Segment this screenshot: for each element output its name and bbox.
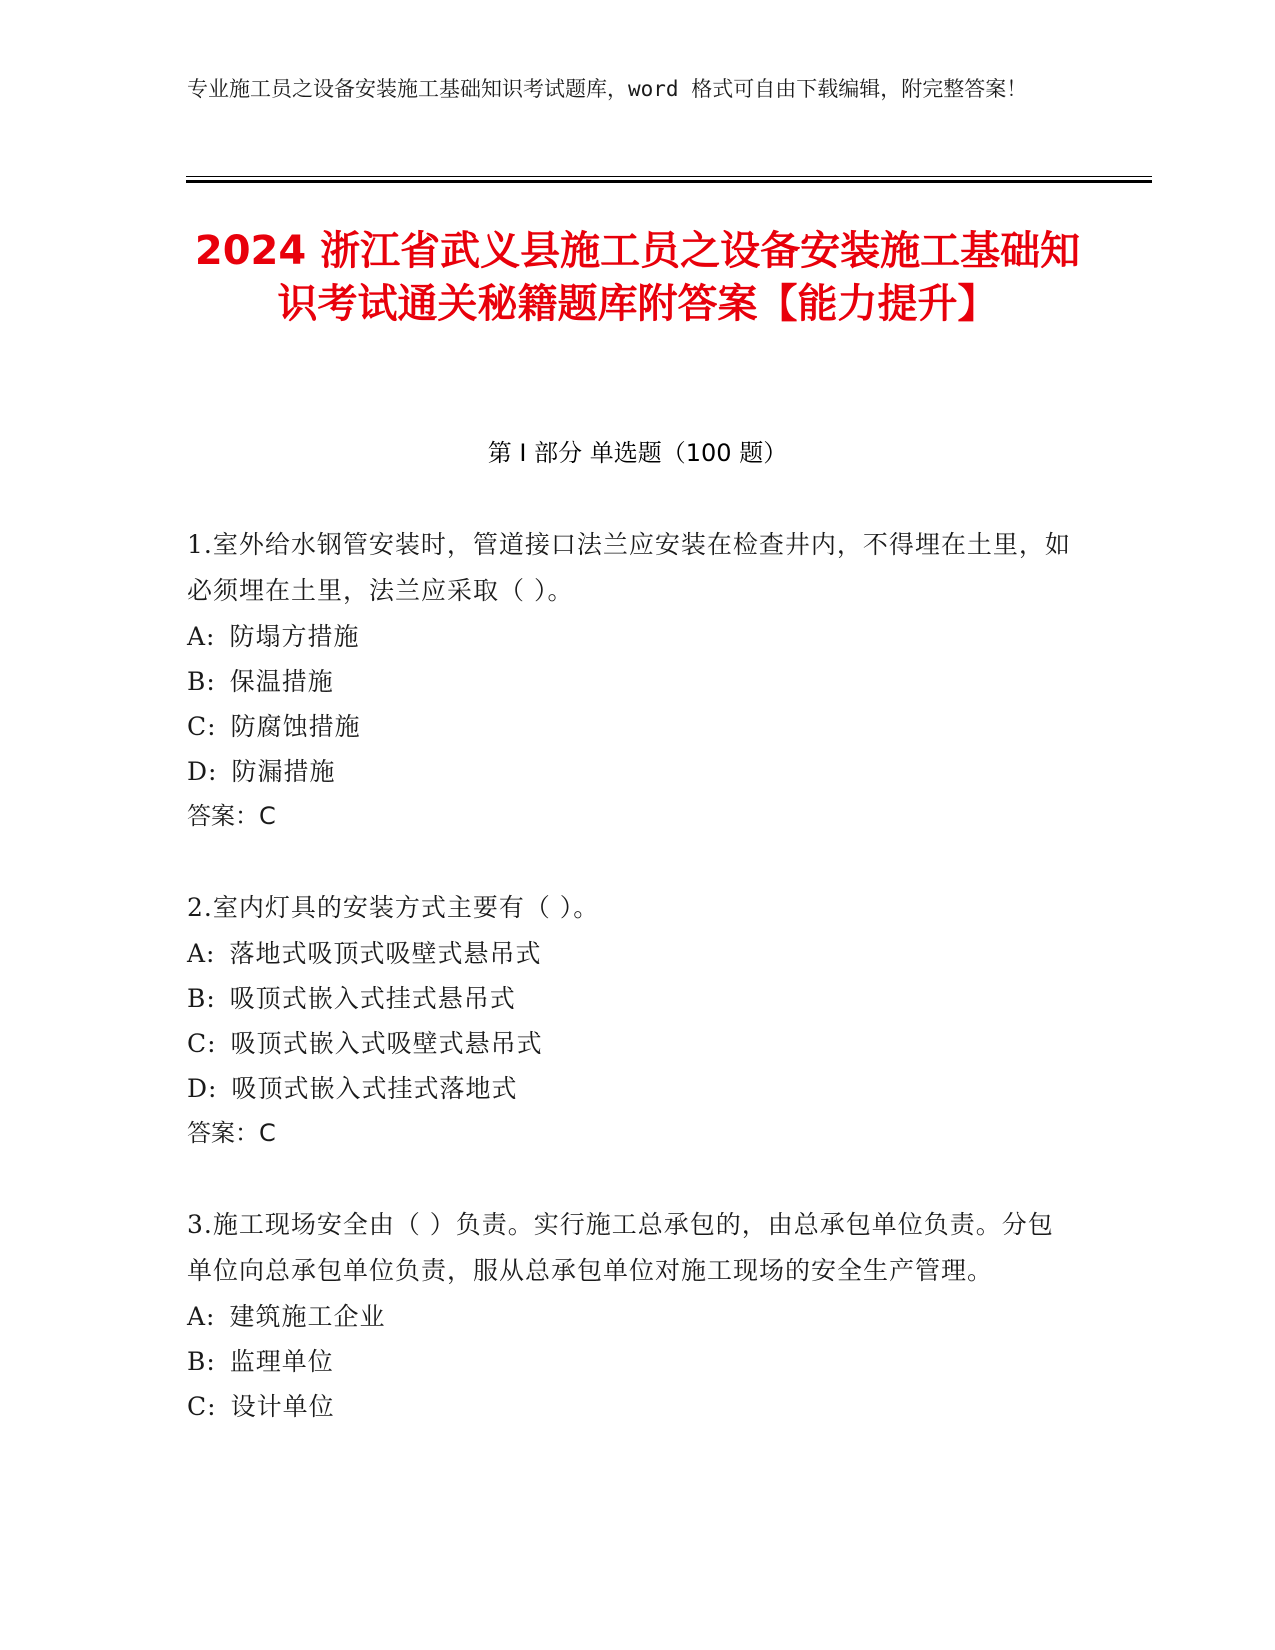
option-letter: D: [187,757,218,786]
section-title: 第 I 部分 单选题（100 题） [487,439,788,467]
option-letter: B: [187,667,216,696]
option-text: 吸顶式嵌入式挂式落地式 [231,1074,518,1103]
option-text: 防塌方措施 [229,622,360,651]
question-stem: 3.施工现场安全由（ ）负责。实行施工总承包的，由总承包单位负责。分包单位向总承包单位负责，服从总承包单位对施工现场的安全生产管理。 [187,1210,1054,1285]
option-text: 吸顶式嵌入式挂式悬吊式 [229,984,516,1013]
option-letter: C: [187,1029,217,1058]
option-text: 监理单位 [229,1347,334,1376]
option-letter: C: [187,1392,217,1421]
option-letter: A: [187,939,216,968]
document-title: 2024 浙江省武义县施工员之设备安装施工基础知识考试通关秘籍题库附答案【能力提升】 [194,228,1081,327]
option-text: 建筑施工企业 [229,1302,386,1331]
header-divider-thick [186,180,1152,183]
option-d [187,749,1077,794]
question-list [187,522,1077,1475]
option-letter: A: [187,622,216,651]
option-c [187,704,1077,749]
option-text: 设计单位 [230,1392,335,1421]
option-b [187,1339,1077,1384]
option-text: 防漏措施 [231,757,336,786]
question-stem: 1.室外给水钢管安装时，管道接口法兰应安装在检查井内，不得埋在土里，如必须埋在土里，法兰应采取（ ）。 [187,530,1071,605]
question-3 [187,1202,1077,1429]
option-d [187,1066,1077,1111]
option-c [187,1021,1077,1066]
option-a [187,1294,1077,1339]
header-divider-thin [186,176,1152,177]
option-text: 落地式吸顶式吸壁式悬吊式 [229,939,542,968]
option-b [187,659,1077,704]
answer-line: 答案：C [187,802,276,830]
option-b [187,976,1077,1021]
question-stem: 2.室内灯具的安装方式主要有（ ）。 [187,893,600,922]
option-letter: D: [187,1074,218,1103]
option-text: 保温措施 [229,667,334,696]
option-letter: C: [187,712,217,741]
option-c [187,1384,1077,1429]
option-letter: A: [187,1302,216,1331]
option-letter: B: [187,984,216,1013]
question-1 [187,522,1077,839]
option-letter: B: [187,1347,216,1376]
option-a [187,931,1077,976]
answer-line: 答案：C [187,1119,276,1147]
option-text: 吸顶式嵌入式吸壁式悬吊式 [230,1029,543,1058]
header-note: 专业施工员之设备安装施工基础知识考试题库，word 格式可自由下载编辑，附完整答案！ [187,77,1028,101]
option-a [187,614,1077,659]
question-2 [187,885,1077,1156]
option-text: 防腐蚀措施 [230,712,361,741]
